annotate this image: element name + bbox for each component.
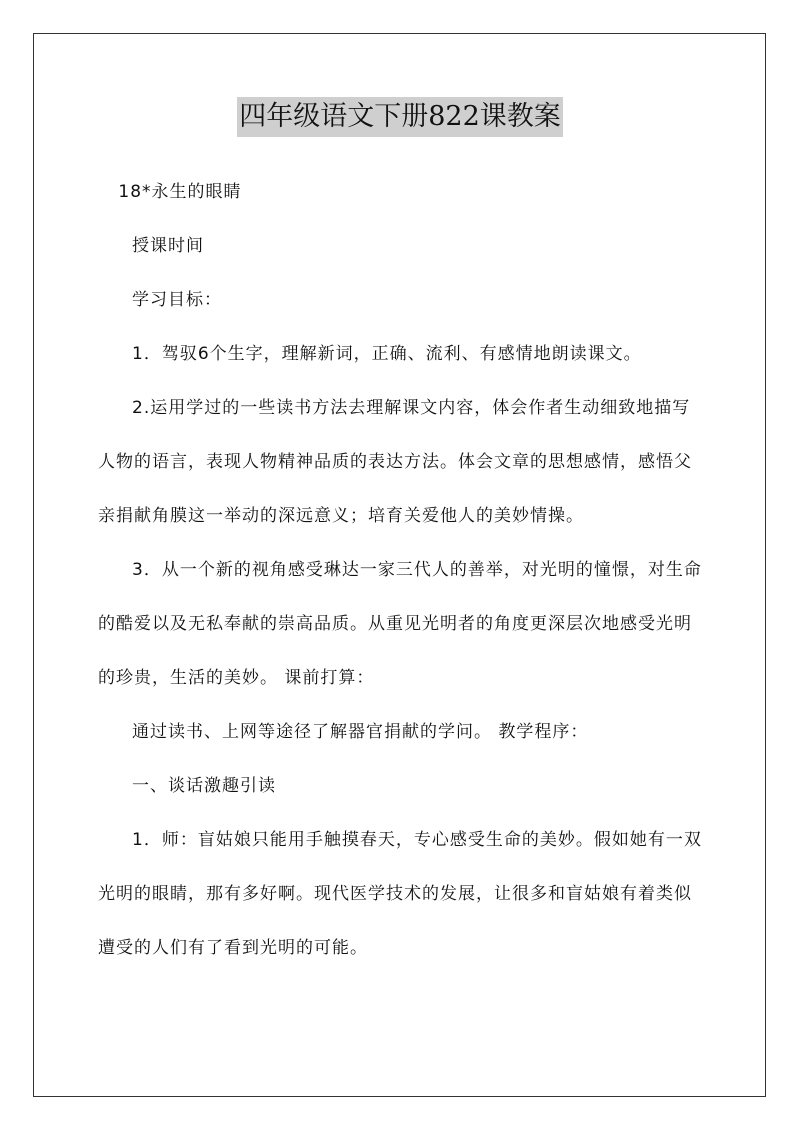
document-title: 四年级语文下册822课教案 <box>237 97 563 137</box>
paragraph-objectives-heading: 学习目标： <box>132 290 222 310</box>
document-body <box>98 165 702 975</box>
paragraph-class-time: 授课时间 <box>132 236 204 256</box>
paragraph-section-1-item-1: 1．师：盲姑娘只能用手触摸春天，专心感受生命的美妙。假如她有一双光明的眼睛，那有多好啊。现代医学技术的发展，让很多和盲姑娘有着类似遭受的人们有了看到光明的可能。 <box>98 830 702 958</box>
title-container <box>0 97 800 137</box>
paragraph-objective-3: 3．从一个新的视角感受琳达一家三代人的善举，对光明的憧憬，对生命的酷爱以及无私奉献的崇高品质。从重见光明者的角度更深层次地感受光明的珍贵，生活的美妙。 课前打算： <box>98 560 702 688</box>
paragraph-section-1-heading: 一、谈话激趣引读 <box>132 776 276 796</box>
paragraph-objective-2: 2.运用学过的一些读书方法去理解课文内容，体会作者生动细致地描写人物的语言，表现人物精神品质的表达方法。体会文章的思想感情，感悟父亲捐献角膜这一举动的深远意义；培育关爱他人的美妙情操。 <box>98 398 692 526</box>
lesson-heading: 18*永生的眼睛 <box>118 182 242 202</box>
paragraph-objective-1: 1．驾驭6个生字，理解新词，正确、流利、有感情地朗读课文。 <box>132 344 642 364</box>
paragraph-preparation: 通过读书、上网等途径了解器官捐献的学问。 教学程序： <box>132 722 589 742</box>
